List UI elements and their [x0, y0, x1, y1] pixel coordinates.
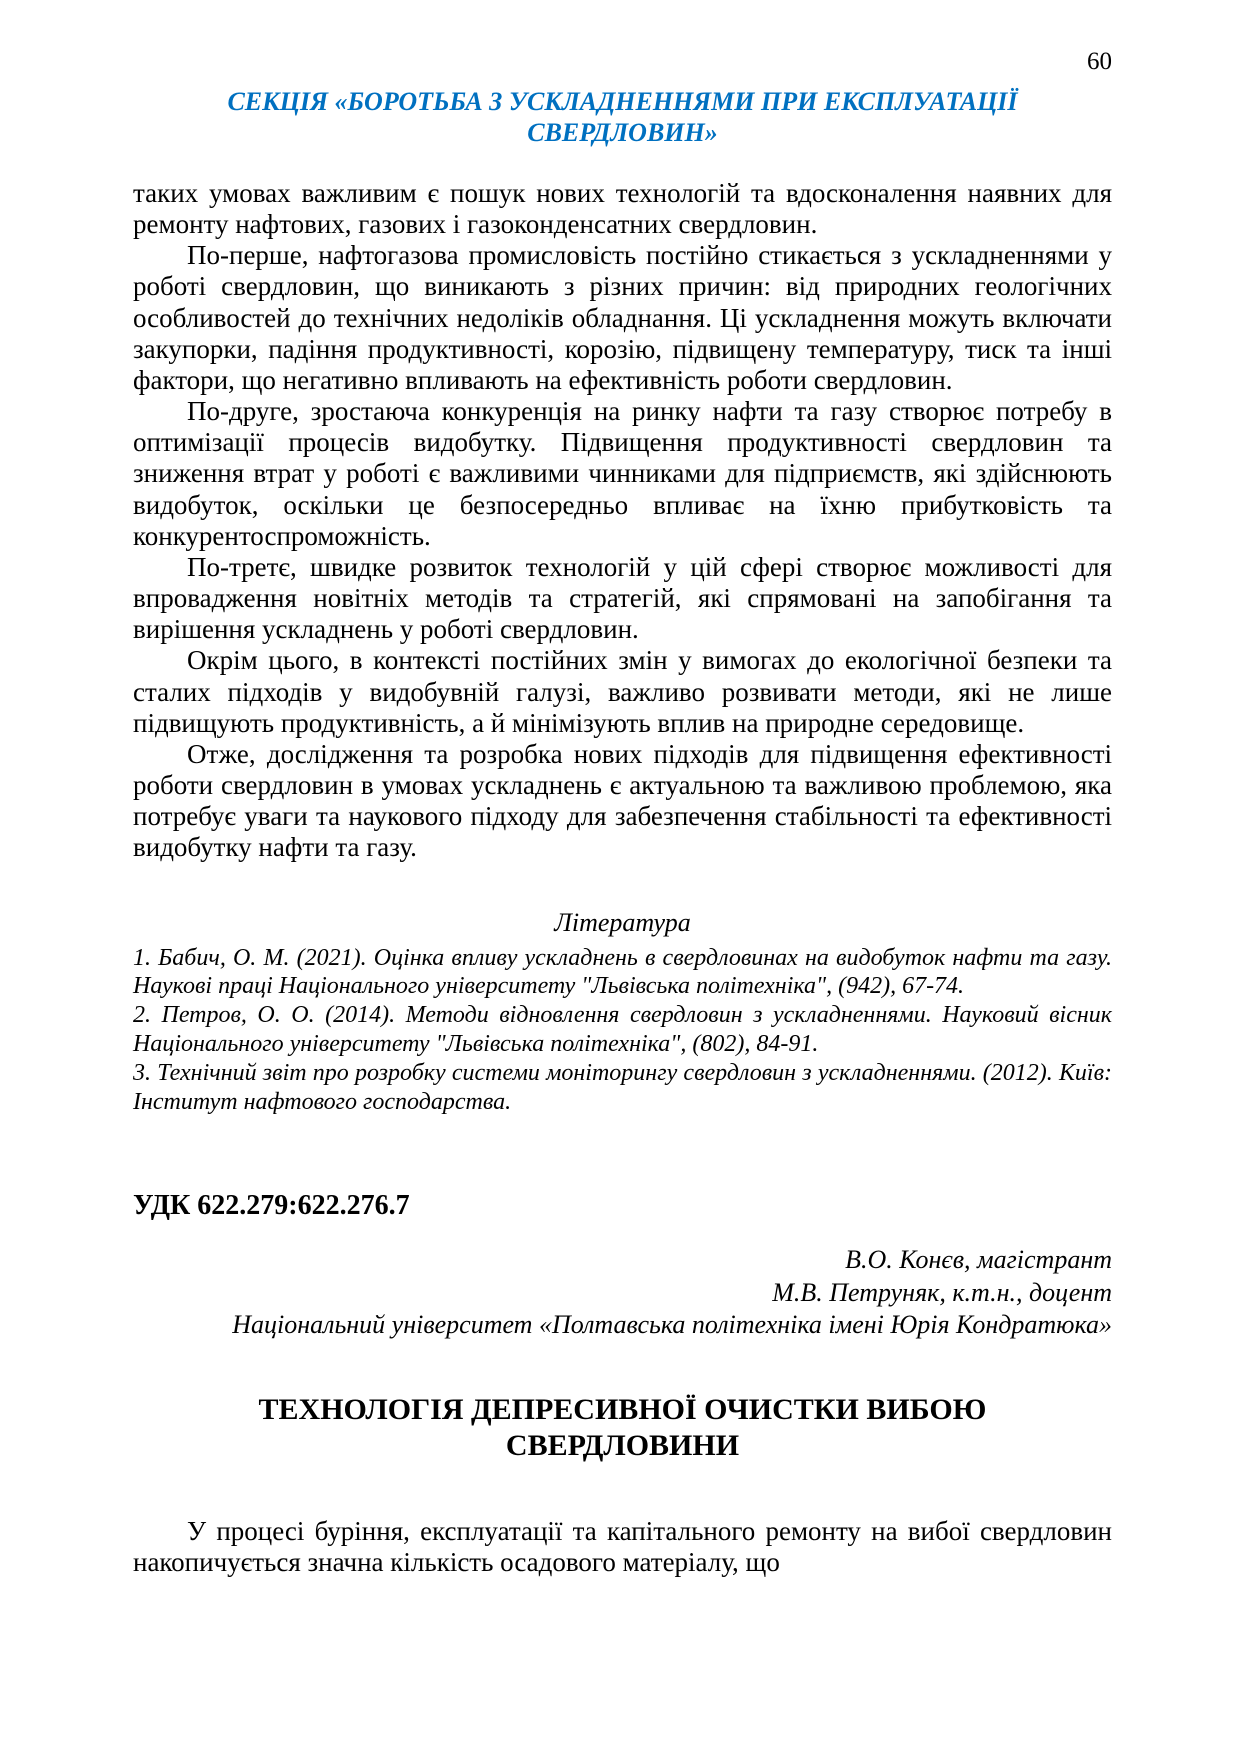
- author-line: М.В. Петруняк, к.т.н., доцент: [772, 1277, 1112, 1307]
- section-header: СЕКЦІЯ «БОРОТЬБА З УСКЛАДНЕННЯМИ ПРИ ЕКСПЛУАТАЦІЇ СВЕРДЛОВИН»: [227, 86, 1018, 147]
- paragraph: Окрім цього, в контексті постійних змін у вимогах до екологічної безпеки та сталих підходів у видобувній галузі, важливо розвивати методи, які не лише підвищують продуктивність, а й мінімізують вплив на природне середовище.: [133, 645, 1112, 738]
- literature-heading: Література: [554, 907, 691, 937]
- author-line: В.О. Конєв, магістрант: [845, 1245, 1112, 1275]
- paragraph: таких умовах важливим є пошук нових технологій та вдосконалення наявних для ремонту нафтових, газових і газоконденсатних свердловин.: [133, 177, 1112, 240]
- paragraph: По-третє, швидке розвиток технологій у цій сфері створює можливості для впровадження новітніх методів та стратегій, які спрямовані на запобігання та вирішення ускладнень у роботі свердловин.: [133, 551, 1112, 645]
- paragraph: Отже, дослідження та розробка нових підходів для підвищення ефективності роботи свердловин в умовах ускладнень є актуальною та важливою проблемою, яка потребує уваги та наукового підходу для забезпечення стабільності та ефективності видобутку нафти та газу.: [133, 738, 1112, 863]
- article-body: [133, 178, 1112, 864]
- reference-item: 3. Технічний звіт про розробку системи моніторингу свердловин з ускладненнями. (2012). Київ: Інститут нафтового господарства.: [133, 1059, 1112, 1115]
- paragraph: По-друге, зростаюча конкуренція на ринку нафти та газу створює потребу в оптимізації процесів видобутку. Підвищення продуктивності свердловин та зниження втрат у роботі є важливими чинниками для підприємств, які здійснюють видобуток, оскільки це безпосередньо впливає на їхню прибутковість та конкурентоспроможність.: [133, 396, 1112, 551]
- next-article-body: [133, 1516, 1112, 1578]
- author-affiliation: Національний університет «Полтавська політехніка імені Юрія Кондратюка»: [232, 1310, 1112, 1340]
- reference-item: 2. Петров, О. О. (2014). Методи відновлення свердловин з ускладненнями. Науковий вісник Національного університету "Львівська політехніка", (802), 84-91.: [133, 1002, 1112, 1058]
- paragraph: У процесі буріння, експлуатації та капітального ремонту на вибої свердловин накопичується значна кількість осадового матеріалу, що: [133, 1515, 1112, 1578]
- references-list: [133, 944, 1112, 1117]
- udc-code: УДК 622.279:622.276.7: [133, 1190, 410, 1222]
- authors-block: [133, 1244, 1112, 1342]
- paragraph: По-перше, нафтогазова промисловість постійно стикається з ускладненнями у роботі свердловин, що виникають з різних причин: від природних геологічних особливостей до технічних недоліків обладнання. Ці ускладнення можуть включати закупорки, падіння продуктивності, корозію, підвищену температуру, тиск та інші фактори, що негативно впливають на ефективність роботи свердловин.: [133, 240, 1112, 395]
- reference-item: 1. Бабич, О. М. (2021). Оцінка впливу ускладнень в свердловинах на видобуток нафти та газу. Наукові праці Національного університету "Львівська політехніка", (942), 67-74.: [133, 944, 1112, 1000]
- page-number: 60: [1087, 48, 1112, 75]
- article-title: ТЕХНОЛОГІЯ ДЕПРЕСИВНОЇ ОЧИСТКИ ВИБОЮ СВЕРДЛОВИНИ: [258, 1392, 987, 1462]
